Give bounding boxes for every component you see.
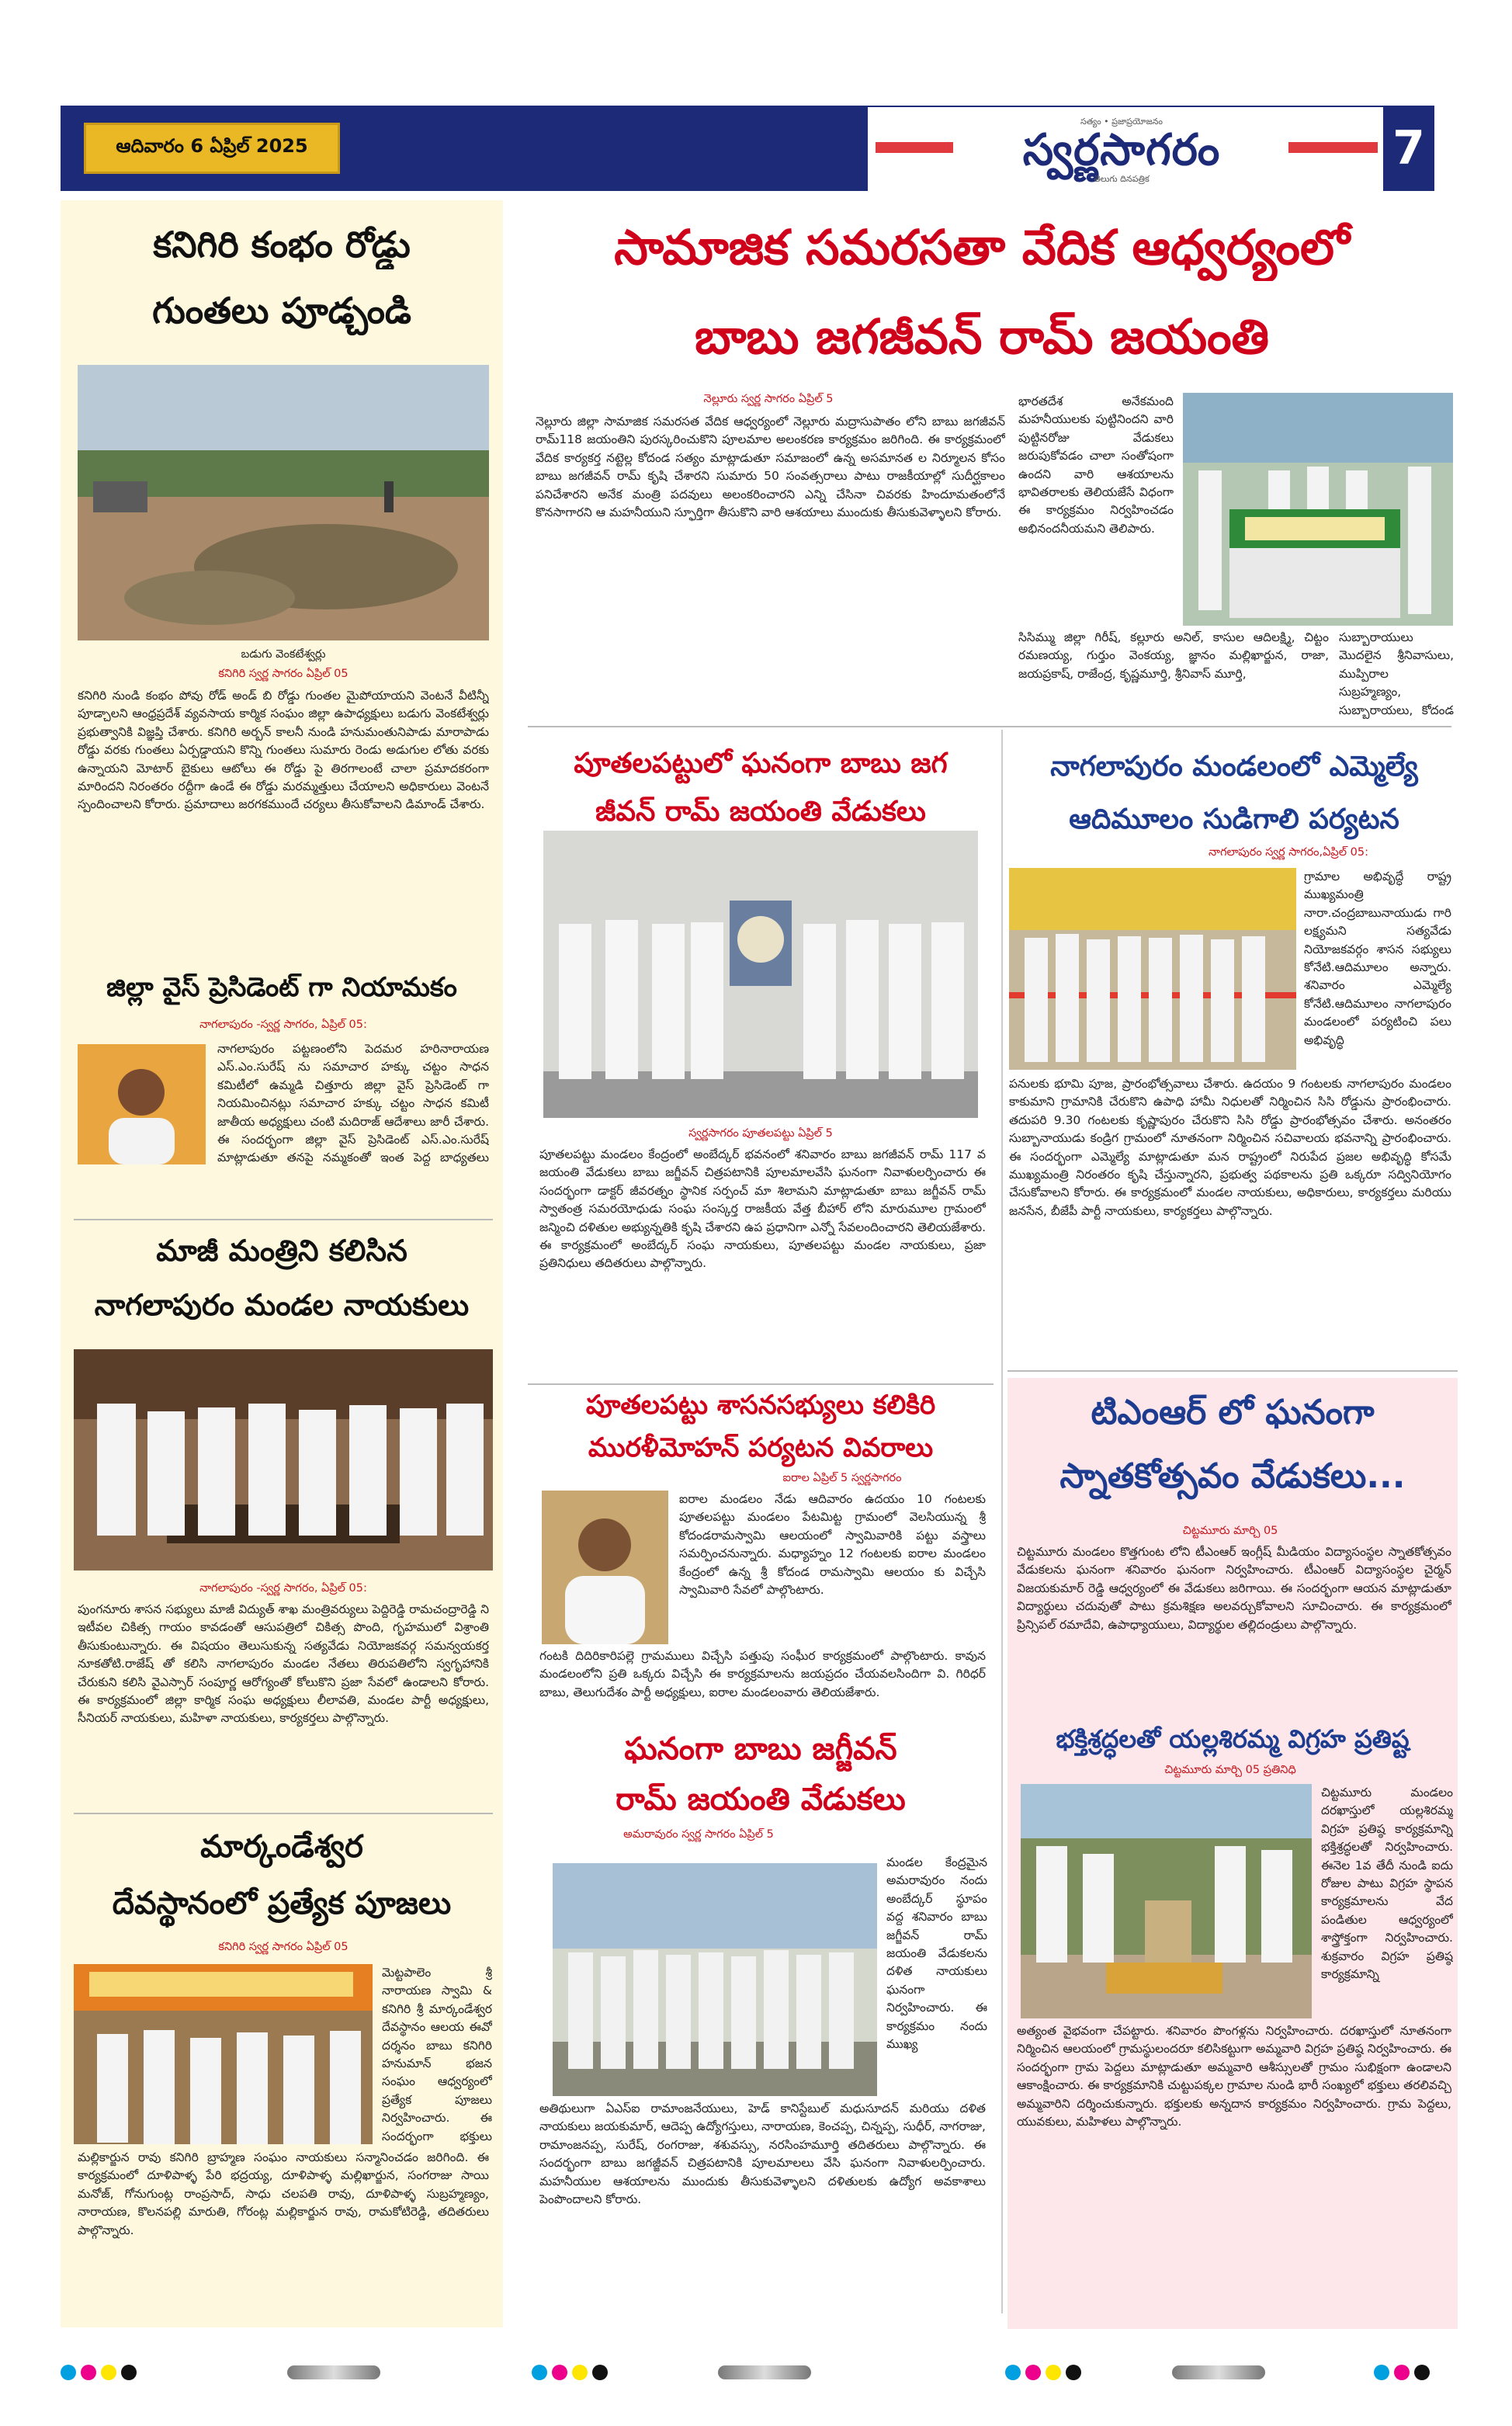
portrait-garland-photo (543, 831, 978, 1118)
mid-s3-headline-2: రామ్ జయంతి వేడుకలు (616, 1782, 906, 1817)
left-s3-byline: కనిగిరి స్వర్ణ సాగరం ఏప్రిల్ 05 (218, 1941, 349, 1953)
header-red-bar-right (1288, 142, 1378, 153)
masthead (966, 116, 1277, 188)
mid-s3-body: అతిథులుగా ఏఎస్ఐ రామాంజనేయులు, హెడ్ కానిస్టేబుల్ మధుసూదన్ మరియు దళిత నాయకులు జయకుమార్, ఆదెప్ప ఉద్యోగస్తులు, నారాయణ, కెంచప్ప, చిన్నప్ప, సుధీర్, నాగరాజు, రామాంజనప్ప, సురేష్, రంగరాజు, శశువస్సు, నరసింహమూర్తి తదితరులు పాల్గొన్నారు. ఈ సందర్భంగా బాబు జగజ్జీవన్ చిత్రపటానికి పూలమాలలు వేసి ఘనంగా నివాళులర్పించారు. మహనీయుల ఆశయాలను ముందుకు తీసుకువెళ్ళాలని దళితులకు ఉద్యోగ అవకాశాలు పెంపొందాలని కోరారు. (539, 2101, 986, 2207)
reg-dot-pink-1 (81, 2365, 96, 2380)
right-s1-side: గ్రామాల అభివృద్ధే రాష్ట్ర ముఖ్యమంత్రి నారా.చంద్రబాబునాయుడు గారి లక్ష్యమని సత్యవేడు నియోజకవర్గం శాసన సభ్యులు కోనేటి.ఆదిమూలం అన్నారు. శనివారం ఎమ్మెల్యే కోనేటి.ఆదిమూలం నాగలాపురం మండలంలో పర్యటించి పలు అభివృద్ధి (1304, 869, 1451, 1047)
top-body-col2: భారతదేశ అనేకమంది మహనీయులకు పుట్టినిందని వారి పుట్టినరోజు వేడుకలు జరుపుకోవడం చాలా సంతోషంగా ఉందని వారి ఆశయాలను భావితరాలకు తెలియజేసే విధంగా ఈ కార్యక్రమం నిర్వహించడం అభినందనీయమని తెలిపారు. (1018, 394, 1174, 536)
page-number: 7 (1392, 121, 1425, 175)
right-s2-body: చిట్టమూరు మండలం కొత్తగుంట లోని టీఎంఆర్ ఇంగ్లీష్ మీడియం విద్యాసంస్థల స్నాతకోత్సవం వేడుకలను ఘనంగా శనివారం ఘనంగా నిర్వహించారు. టీఎంఆర్ విద్యాసంస్థల చైర్మన్ విజయకుమార్ రెడ్డి ఆధ్వర్యంలో ఈ వేడుకలు జరిగాయి. ఈ సందర్భంగా ఆయన మాట్లాడుతూ విద్యార్థులు చదువుతో పాటు క్రమశిక్షణ అలవర్చుకోవాలని సూచించారు. ఈ కార్యక్రమంలో ప్రిన్సిపల్ రమాదేవి, ఉపాధ్యాయులు, విద్యార్థుల తల్లిదండ్రులు పాల్గొన్నారు. (1017, 1545, 1451, 1632)
right-s3-headline: భక్తిశ్రద్ధలతో యల్లశిరమ్మ విగ్రహ ప్రతిష్ట (1056, 1724, 1410, 1754)
masthead-tagline: తెలుగు దినపత్రిక (1094, 174, 1150, 184)
right-s2-headline-1: టిఎంఆర్ లో ఘనంగా (1091, 1393, 1375, 1432)
mla-portrait-photo (542, 1491, 668, 1644)
left-s3-side-body: మెట్టపాలెం శ్రీ నారాయణ స్వామి & కనిగిరి శ్రీ మార్కండేశ్వర దేవస్థానం ఆలయ ఈవో దర్శనం బాబు కనిగిరి హనుమాన్ భజన సంఘం ఆధ్వర్యంలో ప్రత్యేక పూజలు నిర్వహించారు. ఈ సందర్భంగా భక్తులు (382, 1966, 492, 2143)
reg-dot-black-1 (121, 2365, 137, 2380)
top-headline-2: బాబు జగజీవన్ రామ్ జయంతి (695, 308, 1269, 365)
left-s3-body: మల్లికార్జున రావు కనిగిరి బ్రాహ్మణ సంఘం నాయకులు సన్మానించడం జరిగింది. ఈ కార్యక్రమంలో దూళిపాళ్ళ పేరి భద్రయ్య, దూళిపాళ్ళ మల్లిఖార్జున, సంగరాజు సాయి మనోజ్, గోనుగుంట్ల రాంప్రసాద్, సాధు చలపతి రావు, దూళిపాళ్ళ సుబ్రహ్మణ్యం, నారాయణ, కొలనపల్లి మారుతి, గోరంట్ల మల్లికార్జున రావు, రామకోటిరెడ్డి, తదితరులు పాల్గొన్నారు. (78, 2150, 489, 2237)
left-divider-2 (74, 1813, 493, 1814)
meeting-minister-photo (74, 1349, 493, 1570)
top-divider (528, 726, 1451, 727)
right-s2-byline: చిట్టమూరు మార్చి 05 (1182, 1525, 1278, 1537)
left-s1-subheadline: జిల్లా వైస్ ప్రెసిడెంట్ గా నియామకం (106, 972, 457, 1003)
reg-bar-1 (287, 2365, 380, 2379)
left-s3-headline-2: దేవస్థానంలో ప్రత్యేక పూజలు (112, 1886, 452, 1921)
left-s2-headline-1: మాజీ మంత్రిని కలిసిన (156, 1234, 407, 1268)
header-red-bar-left (876, 142, 953, 153)
reg-dot-yellow-3 (1046, 2365, 1061, 2380)
top-body-col1: నెల్లూరు జిల్లా సామాజిక సమరసత వేదిక ఆధ్వర్యంలో నెల్లూరు మద్రాసుపాతం లోని బాబు జగజీవన్ రామ్118 జయంతిని పురస్కరించుకొని పూలమాల అలంకరణ కార్యక్రమం జరిగింది. ఈ కార్యక్రమంలో వేదిక కార్యకర్త నట్టెల్ల కోదండ సత్యం మాట్లాడుతూ సమాజంలో ఉన్న అసమానత ల నిర్మూలన కోసం బాబు జగజీవన్ రామ్ కృషి చేశారని సుమారు 50 సంవత్సరాలు పాటు రాజకీయాల్లో సుదీర్ఘకాలం పనిచేశారని అనేక మంత్రి పదవులు అలంకరించారని ఎన్ని చేసినా చివరకు హిందూమతంలోనే కొనసాగారని ఆ మహనీయుని స్ఫూర్తిగా తీసుకొని వారి ఆశయాలు ముందుకు తీసుకువెళ్ళాలని కోరారు. (536, 415, 1005, 520)
jagjivan-ram-celebration-photo (553, 1863, 877, 2096)
left-s2-body: పుంగనూరు శాసన సభ్యులు మాజీ విద్యుత్ శాఖ మంత్రివర్యులు పెద్దిరెడ్డి రామచంద్రారెడ్డి ని ఇటీవల చికిత్స గాయం కావడంతో ఆసుపత్రిలో చికిత్స పొంది, గృహములో విశ్రాంతి తీసుకుంటున్నారు. ఈ విషయం తెలుసుకున్న సత్యవేడు నియోజకవర్గ సమన్వయకర్త నూకతోటి.రాజేష్ తో కలిసి నాగలాపురం మండల నేతలు తిరుపతిలోని స్వగృహానికి చేరుకుని కలిసి వైఎస్సార్ సంపూర్ణ ఆరోగ్యంతో కోలుకొని ప్రజా సేవలో ఉండాలని కోరారు. ఈ కార్యక్రమంలో జిల్లా కార్మిక సంఘ అధ్యక్షులు లీలావతి, మండల పార్టీ అధ్యక్షులు, సీనియర్ నాయకులు, మహిళా నాయకులు, కార్యకర్తలు పాల్గొన్నారు. (78, 1602, 489, 1726)
masthead-title: స్వర్ణసాగరం (1022, 125, 1221, 175)
left-s1-caption: బడుగు వెంకటేశ్వర్లు (241, 648, 326, 661)
right-s1-byline: నాగలాపురం స్వర్ణ సాగరం,ఏప్రిల్ 05: (1209, 846, 1368, 859)
right-s3-side: చిట్టమూరు మండలం దరఖాస్తులో యల్లశిరమ్మ విగ్రహ ప్రతిష్ఠ కార్యక్రమాన్ని భక్తిశ్రద్ధలతో నిర్వహించారు. ఈనెల 1వ తేదీ నుండి ఐదు రోజుల పాటు విగ్రహ స్థాపన కార్యక్రమాలను వేద పండితుల ఆధ్వర్యంలో శాస్త్రోక్తంగా నిర్వహించారు. శుక్రవారం విగ్రహ ప్రతిష్ఠ కార్యక్రమాన్ని (1321, 1786, 1453, 1982)
page-number-box (1383, 106, 1434, 191)
left-s1-headline-1: కనిగిరి కంభం రోడ్డు (153, 224, 411, 266)
mid-s3-headline-1: ఘనంగా బాబు జగ్జీవన్ (624, 1731, 897, 1767)
reg-dot-pink-3 (1025, 2365, 1041, 2380)
masthead-top: సత్యం • ప్రజాప్రయోజనం (1080, 116, 1163, 127)
right-s2-headline-2: స్నాతకోత్సవం వేడుకలు... (1059, 1456, 1406, 1496)
road-potholes-photo (78, 365, 489, 640)
top-headline-1: సామాజిక సమరసతా వేదిక ఆధ్వర్యంలో (614, 219, 1350, 276)
mid-s2-side: ఐరాల మండలం నేడు ఆదివారం ఉదయం 10 గంటలకు పూతలపట్టు మండలం పేటమిట్ట గ్రామంలో వెలసియున్న శ్రీ కోదండరామస్వామి ఆలయంలో స్వామివారికి పట్టు వస్త్రాలు సమర్పించనున్నారు. మధ్యాహ్నం 12 గంటలకు ఐరాల మండలం కేంద్రంలో ఉన్న శ్రీ కోదండ రామస్వామి ఆలయం కు విచ్చేసి స్వామివారి సేవలో పాల్గొంటారు. (679, 1492, 986, 1598)
reg-dot-black-4 (1414, 2365, 1430, 2380)
mid-s2-headline-2: మురళీమోహన్ పర్యటన వివరాలు (588, 1432, 934, 1463)
mid-s2-byline: ఐరాల ఏప్రిల్ 5 స్వర్ణసాగరం (782, 1472, 902, 1484)
mid-s2-body: గంటకి దిదిరికారిపల్లె గ్రామములు విచ్చేసి పత్తుపు సంఘీర కార్యక్రమంలో పాల్గొంటారు. కావున మండలంలోని ప్రతి ఒక్కరు విచ్చేసి ఈ కార్యక్రమాలను జయప్రదం చేయవలసిందిగా వి. గిరిధర్ బాబు, తెలుగుదేశం పార్టీ అధ్యక్షులు, ఐరాల మండలంవారు తెలియజేశారు. (539, 1649, 986, 1699)
left-s1-headline-2: గుంతలు పూడ్చండి (152, 290, 411, 331)
portrait-photo (78, 1044, 206, 1164)
issue-date: ఆదివారం 6 ఏప్రిల్ 2025 (116, 135, 308, 157)
top-body-col2-tail: సిసిమ్ము జిల్లా గిరీష్, కల్లూరు అనిల్, కాసుల ఆదిలక్ష్మి, చిట్టం రమణయ్య, గుర్తుం వెంకయ్య, జ్ఞానం మల్లిఖార్జున, రాజా, జయప్రకాష్, రాజేంద్ర, కృష్ణమూర్తి, శ్రీనివాస్ మూర్తి, (1018, 630, 1329, 681)
mla-tour-photo (1009, 868, 1296, 1070)
right-s3-body: అత్యంత వైభవంగా చేపట్టారు. శనివారం పొంగళ్లను నిర్వహించారు. దరఖాస్తులో నూతనంగా నిర్మించిన ఆలయంలో గ్రామస్థులందరూ కలిసికట్టుగా అమ్మవారి విగ్రహ ప్రతిష్ఠ నిర్వహించారు. ఈ సందర్భంగా గ్రామ పెద్దలు మాట్లాడుతూ అమ్మవారి ఆశీస్సులతో గ్రామం సుభిక్షంగా ఉండాలని ఆకాంక్షించారు. ఈ కార్యక్రమానికి చుట్టుపక్కల గ్రామాల నుండి భారీ సంఖ్యలో భక్తులు తరలివచ్చి అమ్మవారిని దర్శించుకున్నారు. భక్తులకు అన్నదాన కార్యక్రమం నిర్వహించారు. గ్రామ పెద్దలు, యువకులు, మహిళలు పాల్గొన్నారు. (1017, 2024, 1451, 2129)
right-s1-headline-1: నాగలాపురం మండలంలో ఎమ్మెల్యే (1050, 751, 1418, 783)
right-s3-byline: చిట్టమూరు మార్చి 05 ప్రతినిధి (1164, 1764, 1296, 1776)
mid-s3-side: మండల కేంద్రమైన అమరావురం నందు అంబేద్కర్ స్థూపం వద్ద శనివారం బాబు జగ్జీవన్ రామ్ జయంతి వేడుకలను దళిత నాయకులు ఘనంగా నిర్వహించారు. ఈ కార్యక్రమం నందు ముఖ్య (886, 1855, 987, 2052)
mid-s2-headline-1: పూతలపట్టు శాసనసభ్యులు కలికిరి (585, 1390, 936, 1421)
reg-dot-black-2 (592, 2365, 608, 2380)
left-s2-byline: నాగలాపురం -స్వర్ణ సాగరం, ఏప్రిల్ 05: (199, 1582, 367, 1595)
mid-divider-1 (528, 1383, 994, 1385)
temple-pooja-photo (74, 1964, 373, 2144)
samarasata-vedika-photo (1183, 393, 1453, 626)
mid-s1-body: పూతలపట్టు మండలం కేంద్రంలో అంబేద్కర్ భవనంలో శనివారం బాబు జగజీవన్ రామ్ 117 వ జయంతి వేడుకలు బాబు జగ్జీవన్ చిత్రపటానికి పూలమాలవేసి ఘనంగా నివాళులర్పించారు ఈ సందర్భంగా డాక్టర్ జీవరత్నం స్థానిక సర్పంచ్ మా శిలామని మాట్లాడుతూ బాబు జగ్జీవన్ రామ్ స్వాతంత్ర సమరయోధుడు సంఘ సంస్కర్త రాజకీయ వేత్త బీహార్ లోని మారుమూల గ్రామంలో జన్మించి దళితుల అభ్యున్నతికి కృషి చేశారని ఉప ప్రధానిగా ఎన్నో సేవలందించారని తెలియజేశారు. ఈ కార్యక్రమంలో అంబేద్కర్ సంఘ నాయకులు, పూతలపట్టు మండల నాయకులు, ప్రజా ప్రతినిధులు తదితరులు పాల్గొన్నారు. (539, 1147, 986, 1271)
left-s1-sub-byline: నాగలాపురం -స్వర్ణ సాగరం, ఏప్రిల్ 05: (199, 1019, 367, 1031)
left-s1-sub-body-side: నాగలాపురం పట్టణంలోని పెదమర హరినారాయణ ఎస్.ఎం.సురేష్ ను సమాచార హక్కు చట్టం సాధన కమిటీలో ఉమ్మడి చిత్తూరు జిల్లా వైస్ ప్రెసిడెంట్ గా నియమించినట్లు సమాచార హక్కు చట్టం సాధన కమిటీ జాతీయ అధ్యక్షులు చంటి మదిరాజ్ ఆదేశాలు జారీ చేశారు. ఈ సందర్భంగా జిల్లా వైస్ ప్రెసిడెంట్ ఎస్.ఎం.సురేష్ మాట్లాడుతూ తనపై నమ్మకంతో ఇంత పెద్ద బాధ్యతలు (217, 1042, 489, 1165)
top-byline: నెల్లూరు స్వర్ణ సాగరం ఏప్రిల్ 5 (703, 393, 834, 405)
reg-dot-pink-4 (1394, 2365, 1410, 2380)
mid-s1-caption: స్వర్ణసాగరం పూతలపట్టు ఏప్రిల్ 5 (688, 1127, 833, 1140)
reg-dot-cyan-4 (1374, 2365, 1389, 2380)
date-box (84, 123, 340, 174)
reg-bar-3 (1172, 2365, 1265, 2379)
reg-dot-cyan-1 (61, 2365, 76, 2380)
left-s2-headline-2: నాగలాపురం మండల నాయకులు (94, 1288, 470, 1322)
left-divider-1 (74, 1219, 493, 1220)
reg-bar-2 (718, 2365, 811, 2379)
reg-dot-yellow-2 (572, 2365, 588, 2380)
mid-s1-headline-2: జీవన్ రామ్ జయంతి వేడుకలు (595, 796, 926, 828)
right-divider (1001, 730, 1003, 2313)
reg-dot-pink-2 (552, 2365, 567, 2380)
mid-s3-byline: అమరావురం స్వర్ణ సాగరం ఏప్రిల్ 5 (623, 1828, 774, 1841)
reg-dot-black-3 (1066, 2365, 1081, 2380)
left-s1-sub-body (78, 1168, 489, 1206)
left-s1-byline: కనిగిరి స్వర్ణ సాగరం ఏప్రిల్ 05 (218, 668, 349, 680)
reg-dot-yellow-1 (101, 2365, 116, 2380)
reg-dot-cyan-2 (532, 2365, 547, 2380)
yellasiramma-idol-photo (1021, 1784, 1312, 2018)
top-body-col3-tail: సుబ్బారాయులు మొదలైన శ్రీనివాసులు, ముప్పిరాల సుబ్రహ్మణ్యం, సుబ్బారాయలు, కోదండ (1339, 630, 1454, 717)
mid-s1-headline-1: పూతలపట్టులో ఘనంగా బాబు జగ (574, 748, 948, 779)
right-divider-1 (1007, 1370, 1458, 1372)
right-s1-headline-2: ఆదిమూలం సుడిగాలి పర్యటన (1069, 803, 1399, 835)
reg-dot-cyan-3 (1005, 2365, 1021, 2380)
right-s1-body: పనులకు భూమి పూజ, ప్రారంభోత్సవాలు చేశారు. ఉదయం 9 గంటలకు నాగలాపురం మండలం కాకుమాని గ్రామానికి చేరుకొని ఉపాధి హామీ నిధులతో నిర్మించిన సిసి రోడ్డును ప్రారంభించారు. తదుపరి 9.30 గంటలకు కృష్ణాపురం చేరుకొని సిసి రోడ్డు ప్రారంభోత్సవం చేశారు. అనంతరం సుబ్బానాయుడు కండ్రిగ గ్రామంలో నూతనంగా నిర్మించిన సచివాలయ భవనాన్ని ప్రారంభించారు. ఈ సందర్భంగా ఎమ్మెల్యే మాట్లాడుతూ మన రాష్ట్రంలో నిరుపేద ప్రజల అభివృద్ధి కోసమే ముఖ్యమంత్రి నిరంతరం కృషి చేస్తున్నారని, ప్రభుత్వ పథకాలను ప్రతి ఒక్కరూ సద్వినియోగం చేసుకోవాలని కోరారు. ఈ కార్యక్రమంలో మండల నాయకులు, అధికారులు, కార్యకర్తలు మరియు జనసేన, బీజేపీ పార్టీ నాయకులు, కార్యకర్తలు పాల్గొన్నారు. (1009, 1077, 1451, 1218)
left-s1-body: కనిగిరి నుండి కంభం పోవు రోడ్ అండ్ బి రోడ్డు గుంతల మైపోయాయని వెంటనే వీటిన్నీ పూడ్చాలని ఆంధ్రప్రదేశ్ వ్యవసాయ కార్మిక సంఘం జిల్లా ఉపాధ్యక్షులు బడుగు వెంకటేశ్వర్లు ప్రభుత్వానికి విజ్ఞప్తి చేశారు. కనిగిరి అర్బన్ కాలనీ నుండి హనుమంతునిపాడు మారాపాడు రోడ్డు వరకు గుంతలు ఏర్పడ్డాయని కొన్ని గుంతలు సుమారు రెండు అడుగుల లోతు వరకు ఉన్నాయని మోటార్ బైకులు ఆటోలు ఈ రోడ్డు పై తిరగాలంటే చాలా ప్రమాదకరంగా మారిందని నిరంతరం రద్దీగా ఉండే ఈ రోడ్డు మరమ్మత్తులు చేయాలని అధికారులు వెంటనే స్పందించాలని కోరారు. ప్రమాదాలు జరగకముందే చర్యలు తీసుకోవాలని డిమాండ్ చేశారు. (78, 689, 489, 812)
left-s3-headline-1: మార్కండేశ్వర (200, 1829, 363, 1865)
